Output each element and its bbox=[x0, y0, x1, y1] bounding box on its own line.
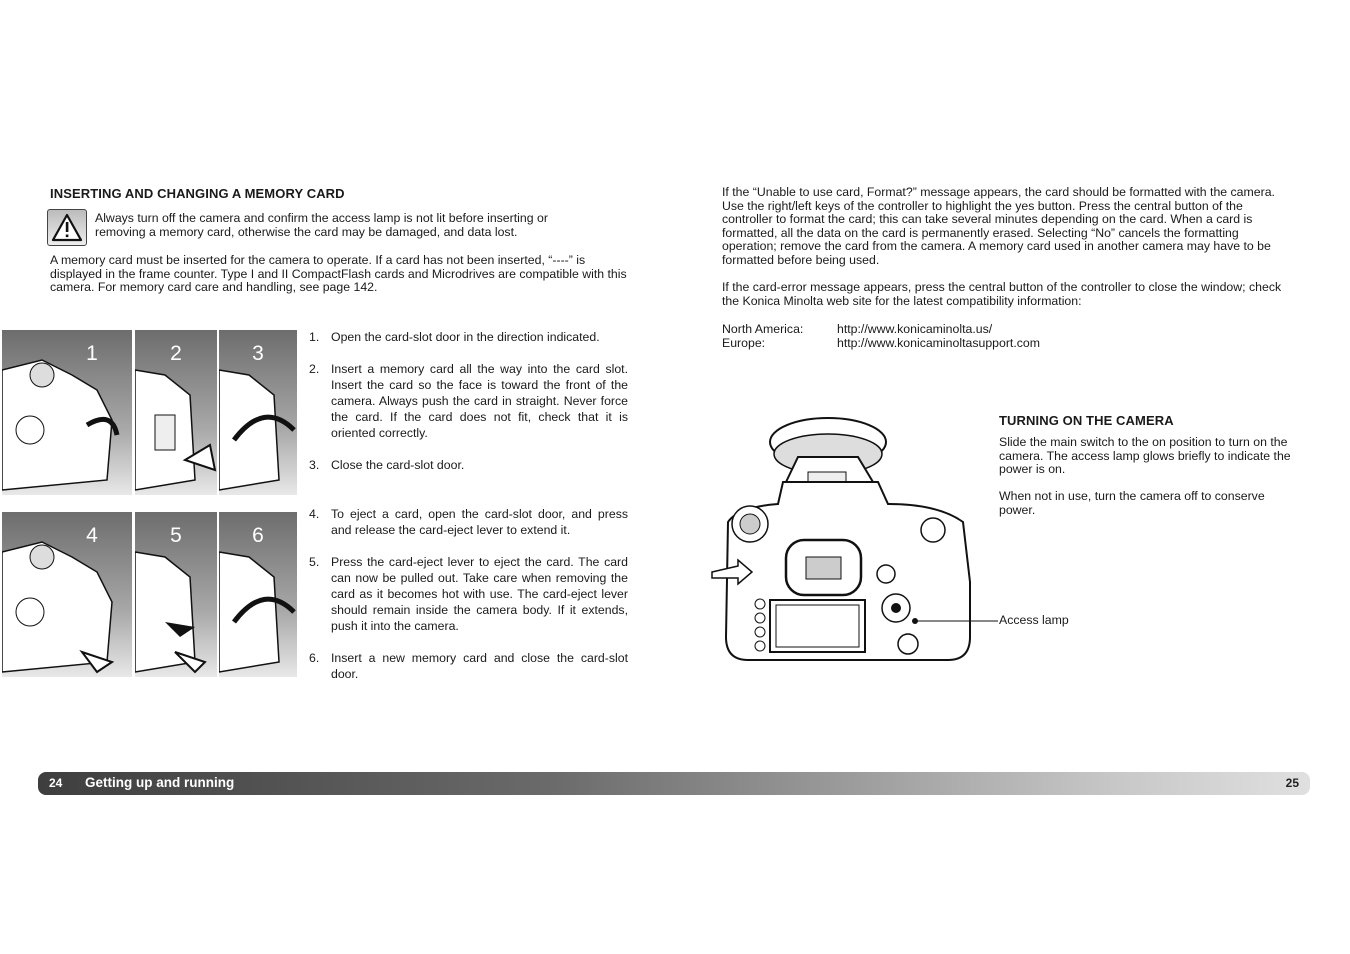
panel-number: 5 bbox=[170, 524, 182, 547]
list-item: 4. To eject a card, open the card-slot door, and press and release the card-eject lever to extend it. bbox=[309, 507, 628, 537]
list-item: 5. Press the card-eject lever to eject the card. The card can now be pulled out. Take care when removing the card as it becomes hot with use. The card-eject lever should remain inside the camera body. If it extends, push it into the camera. bbox=[309, 555, 628, 633]
card-error-paragraph: If the card-error message appears, press the central button of the controller to close the window; check the Konica Minolta web site for the latest compatibility information: bbox=[722, 280, 1282, 308]
memory-card-intro: A memory card must be inserted for the camera to operate. If a card has not been inserted, “----” is displayed in the frame counter. Type I and II CompactFlash cards and Microdrives are compatible with this camera. For memory card care and handling, see page 142. bbox=[50, 253, 627, 295]
panel-number: 6 bbox=[252, 524, 264, 547]
turning-on-heading: TURNING ON THE CAMERA bbox=[999, 413, 1174, 428]
step-illustration-5 bbox=[135, 512, 217, 677]
right-page-number: 25 bbox=[1285, 776, 1299, 790]
panel-number: 2 bbox=[170, 342, 182, 365]
step-illustration-6 bbox=[219, 512, 297, 677]
eject-steps bbox=[309, 506, 628, 682]
warning-text: Always turn off the camera and confirm the access lamp is not lit before inserting or removing a memory card, otherwise the card may be damaged, and data lost. bbox=[95, 211, 548, 239]
panel-number: 3 bbox=[252, 342, 264, 365]
north-america-url[interactable]: http://www.konicaminolta.us/ bbox=[837, 322, 993, 336]
format-paragraph: If the “Unable to use card, Format?” message appears, the card should be formatted with the camera. Use the right/left keys of the controller to highlight the yes button. Press the central button of the controller to format the card; this can take several minutes depending on the card. When a card is formatted, all the data on the card is permanently erased. Selecting “No” cancels the formatting operation; remove the card from the camera. A memory card used in another camera may have to be formatted before being used. bbox=[722, 185, 1275, 267]
panel-number: 1 bbox=[86, 342, 98, 365]
link-row-north-america: North America: http://www.konicaminolta.us/ bbox=[722, 322, 993, 336]
warning-icon bbox=[47, 209, 87, 246]
section-title: Getting up and running bbox=[85, 775, 235, 790]
panel-number: 4 bbox=[86, 524, 98, 547]
step-illustration-4 bbox=[2, 512, 132, 677]
turn-on-text: Slide the main switch to the on position to turn on the camera. The access lamp glows briefly to indicate the power is on. bbox=[999, 435, 1291, 477]
turn-off-text: When not in use, turn the camera off to conserve power. bbox=[999, 489, 1265, 517]
insert-steps bbox=[309, 329, 628, 473]
step-illustration-2 bbox=[135, 330, 217, 495]
left-page-number: 24 bbox=[49, 776, 63, 790]
list-item: 2. Insert a memory card all the way into the card slot. Insert the card so the face is toward the front of the camera. Always push the card in straight. Never force the card. If the card does not fit, check that it is oriented correctly. bbox=[309, 362, 628, 440]
list-item: 6. Insert a new memory card and close the card-slot door. bbox=[309, 651, 628, 681]
link-row-europe: Europe: http://www.konicaminoltasupport.com bbox=[722, 336, 1040, 350]
access-lamp-label: Access lamp bbox=[999, 613, 1069, 627]
europe-url[interactable]: http://www.konicaminoltasupport.com bbox=[837, 336, 1040, 350]
step-illustration-3 bbox=[219, 330, 297, 495]
camera-rear-illustration bbox=[708, 412, 998, 662]
list-item: 3. Close the card-slot door. bbox=[309, 458, 465, 472]
footer-bar bbox=[38, 772, 1310, 795]
step-illustration-1 bbox=[2, 330, 132, 495]
list-item: 1. Open the card-slot door in the direction indicated. bbox=[309, 330, 600, 344]
web-links bbox=[722, 322, 1040, 350]
memory-card-heading: INSERTING AND CHANGING A MEMORY CARD bbox=[50, 186, 345, 201]
